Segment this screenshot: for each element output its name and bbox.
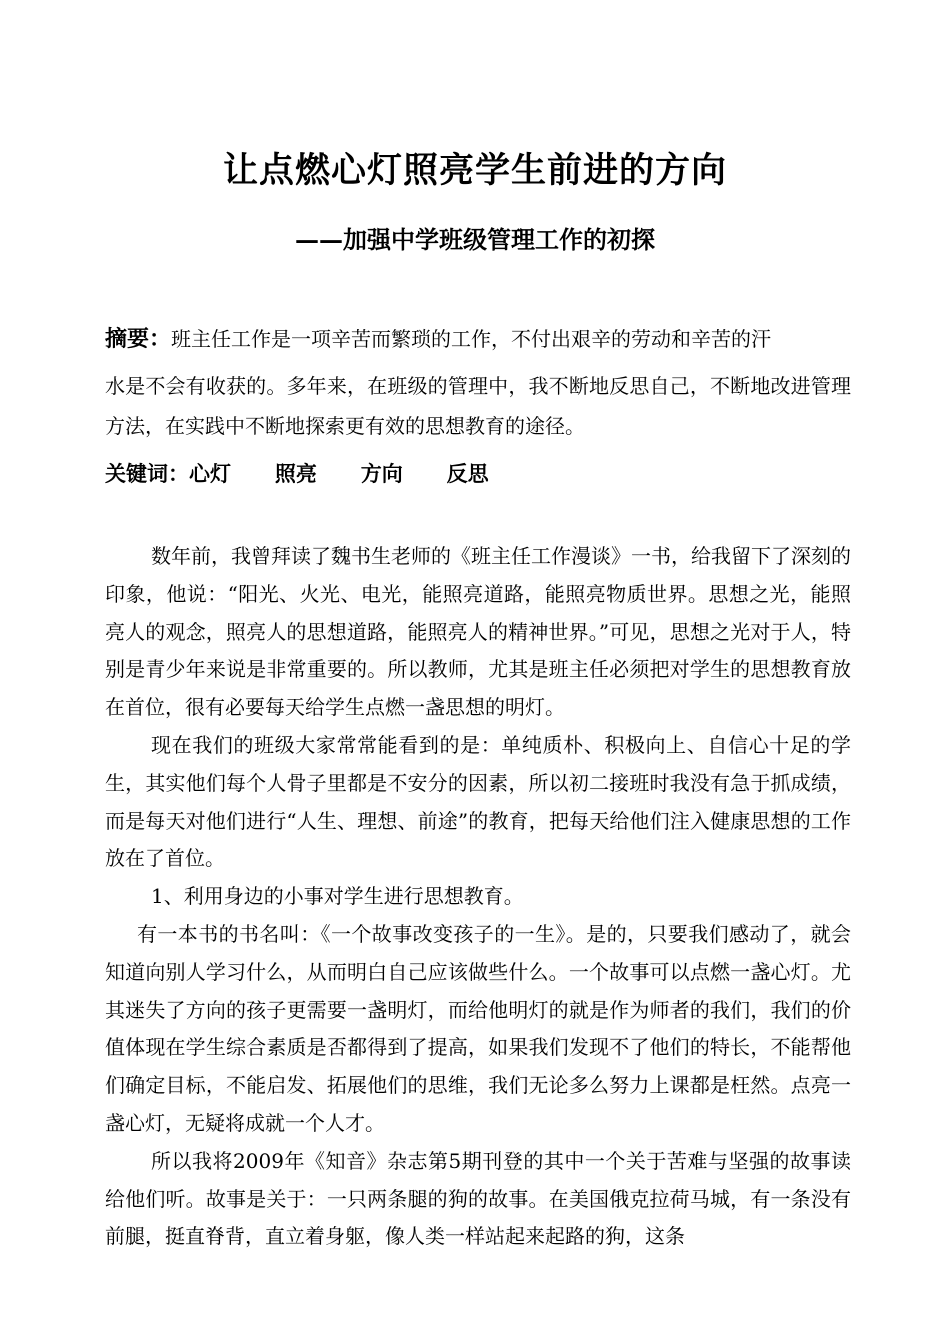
abstract-label: 摘要： xyxy=(105,326,172,352)
keyword-item: 反思 xyxy=(446,461,489,486)
abstract-text-first-line: 班主任工作是一项辛苦而繁琐的工作，不付出艰辛的劳动和辛苦的汗 xyxy=(171,327,772,351)
body-paragraph: 所以我将2009年《知音》杂志第5期刊登的其中一个关于苦难与坚强的故事读给他们听。故事是关于：一只两条腿的狗的故事。在美国俄克拉荷马城，有一条没有前腿，挺直脊背，直立着身躯，像人类一样站起来起路的狗，这条 xyxy=(105,1148,851,1249)
keyword-item: 照亮 xyxy=(274,461,317,486)
document-title: 让点燃心灯照亮学生前进的方向 xyxy=(222,150,727,191)
keyword-item: 心灯 xyxy=(189,461,231,486)
keyword-item: 方向 xyxy=(360,461,403,486)
section-heading: 1、利用身边的小事对学生进行思想教育。 xyxy=(151,884,524,909)
body-paragraph: 数年前，我曾拜读了魏书生老师的《班主任工作漫谈》一书，给我留下了深刻的印象，他说：“阳光、火光、电光，能照亮道路，能照亮物质世界。思想之光，能照亮人的观念，照亮人的思想道路，能照亮人的精神世界。”可见，思想之光对于人，特别是青少年来说是非常重要的。所以教师，尤其是班主任必须把对学生的思想教育放在首位，很有必要每天给学生点燃一盏思想的明灯。 xyxy=(105,544,851,720)
document-subtitle: ——加强中学班级管理工作的初探 xyxy=(295,225,655,254)
keywords xyxy=(105,454,851,494)
body-paragraph: 现在我们的班级大家常常能看到的是：单纯质朴、积极向上、自信心十足的学生，其实他们每个人骨子里都是不安分的因素，所以初二接班时我没有急于抓成绩，而是每天对他们进行“人生、理想、前途”的教育，把每天给他们注入健康思想的工作放在了首位。 xyxy=(105,732,851,871)
body-paragraph: 有一本书的书名叫：《一个故事改变孩子的一生》。是的，只要我们感动了，就会知道向别人学习什么，从而明白自己应该做些什么。一个故事可以点燃一盏心灯。尤其迷失了方向的孩子更需要一盏明灯，而给他明灯的就是作为师者的我们，我们的价值体现在学生综合素质是否都得到了提高，如果我们发现不了他们的特长，不能帮他们确定目标，不能启发、拓展他们的思维，我们无论多么努力上课都是枉然。点亮一盏心灯，无疑将成就一个人才。 xyxy=(105,921,851,1135)
abstract-text-rest: 水是不会有收获的。多年来，在班级的管理中，我不断地反思自己，不断地改进管理方法，在实践中不断地探索更有效的思想教育的途径。 xyxy=(105,374,851,438)
keywords-label: 关键词： xyxy=(105,461,189,486)
document-body xyxy=(105,538,851,1256)
abstract xyxy=(105,316,851,446)
